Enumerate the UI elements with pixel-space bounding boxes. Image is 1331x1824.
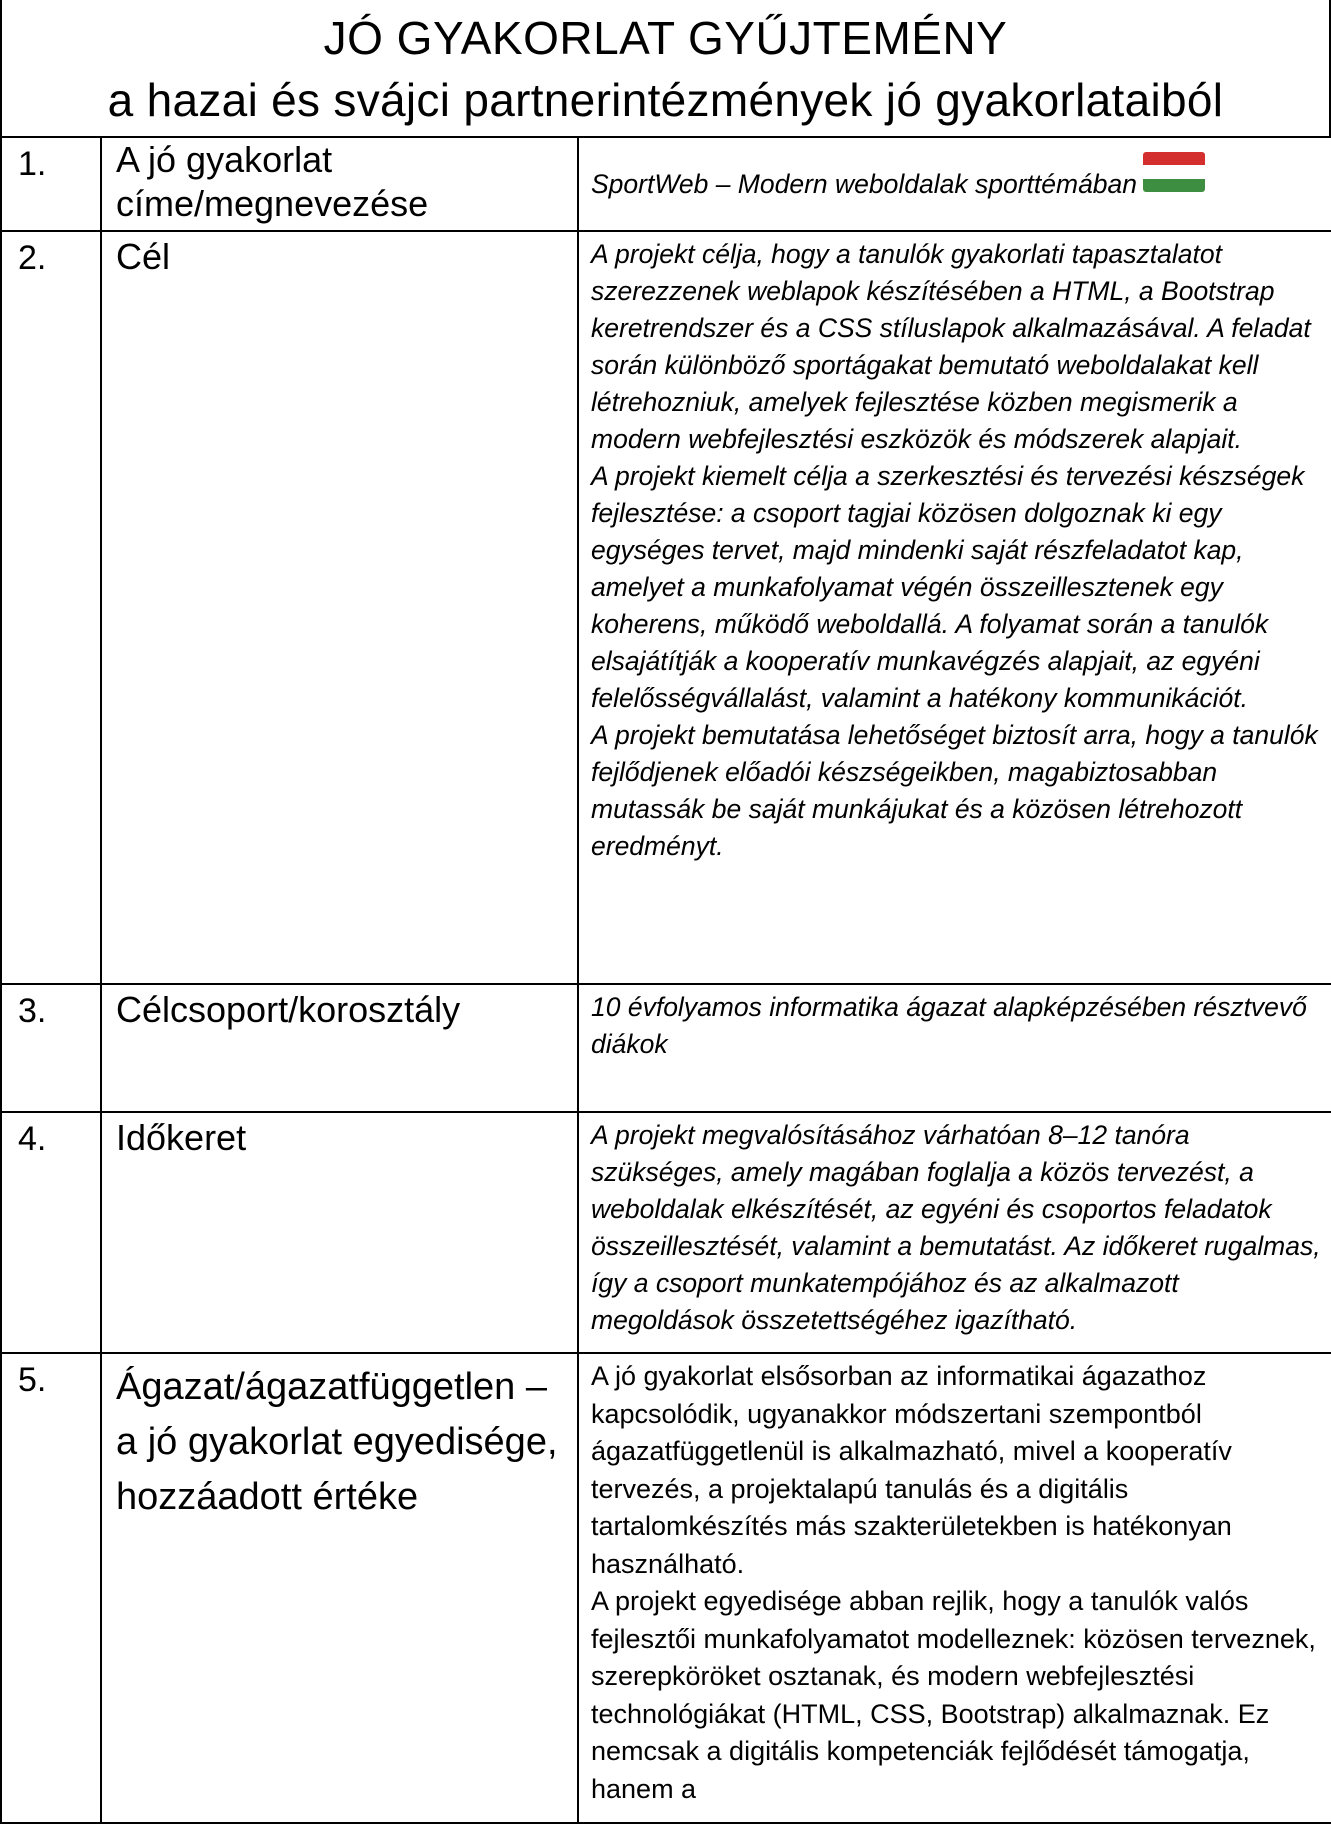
row-label: Célcsoport/korosztály <box>101 984 578 1112</box>
row-label: Cél <box>101 231 578 984</box>
paragraph: A projekt bemutatása lehetőséget biztosít arra, hogy a tanulók fejlődjenek előadói készségeikben, magabiztosabban mutassák be saját munkájukat és a közösen létrehozott eredményt. <box>591 720 1318 861</box>
row-value: A projekt megvalósításához várhatóan 8–12 tanóra szükséges, amely magában foglalja a közös tervezést, a weboldalak elkészítését, az egyéni és csoportos feladatok összeillesztését, valamint a bemutatást. Az időkeret rugalmas, így a csoport munkatempójához és az alkalmazott megoldások összetettségéhez igazítható. <box>578 1112 1331 1353</box>
good-practice-table <box>0 136 1331 1824</box>
row-number: 4. <box>1 1112 101 1353</box>
row-label: Ágazat/ágazatfüggetlen – a jó gyakorlat egyedisége, hozzáadott értéke <box>101 1353 578 1823</box>
row-value-text: SportWeb – Modern weboldalak sporttémában <box>591 169 1138 199</box>
hungary-flag-icon <box>1143 152 1205 192</box>
title-line-1: JÓ GYAKORLAT GYŰJTEMÉNY <box>323 12 1008 64</box>
row-label: A jó gyakorlat címe/megnevezése <box>101 137 578 231</box>
row-label: Időkeret <box>101 1112 578 1353</box>
row-value <box>578 231 1331 984</box>
document-title <box>0 0 1331 136</box>
row-value: 10 évfolyamos informatika ágazat alapképzésében résztvevő diákok <box>578 984 1331 1112</box>
table-row <box>1 984 1331 1112</box>
row-number: 3. <box>1 984 101 1112</box>
table-row <box>1 231 1331 984</box>
title-line-2: a hazai és svájci partnerintézmények jó gyakorlataiból <box>107 74 1224 126</box>
paragraph: A projekt egyedisége abban rejlik, hogy a tanulók valós fejlesztői munkafolyamatot modelleznek: közösen terveznek, szerepköröket osztanak, és modern webfejlesztési technológiákat (HTML, CSS, Bootstrap) alkalmaznak. Ez nemcsak a digitális kompetenciák fejlődését támogatja, hanem a <box>591 1586 1316 1804</box>
paragraph: A projekt célja, hogy a tanulók gyakorlati tapasztalatot szerezzenek weblapok készítésében a HTML, a Bootstrap keretrendszer és a CSS stíluslapok alkalmazásával. A feladat során különböző sportágakat bemutató weboldalakat kell létrehozniuk, amelyek fejlesztése közben megismerik a modern webfejlesztési eszközök és módszerek alapjait. <box>591 239 1311 454</box>
table-row <box>1 1112 1331 1353</box>
paragraph: A projekt kiemelt célja a szerkesztési és tervezési készségek fejlesztése: a csoport tagjai közösen dolgoznak ki egy egységes tervet, majd mindenki saját részfeladatot kap, amelyet a munkafolyamat végén összeillesztenek egy koherens, működő weboldallá. A folyamat során a tanulók elsajátítják a kooperatív munkavégzés alapjait, az egyéni felelősségvállalást, valamint a hatékony kommunikációt. <box>591 461 1305 713</box>
row-value <box>578 1353 1331 1823</box>
row-number: 1. <box>1 137 101 231</box>
row-number: 2. <box>1 231 101 984</box>
table-row <box>1 1353 1331 1823</box>
row-value <box>578 137 1331 231</box>
paragraph: A jó gyakorlat elsősorban az informatikai ágazathoz kapcsolódik, ugyanakkor módszertani szempontból ágazatfüggetlenül is alkalmazható, mivel a kooperatív tervezés, a projektalapú tanulás és a digitális tartalomkészítés más szakterületekben is hatékonyan használható. <box>591 1361 1232 1579</box>
table-row <box>1 137 1331 231</box>
row-number: 5. <box>1 1353 101 1823</box>
